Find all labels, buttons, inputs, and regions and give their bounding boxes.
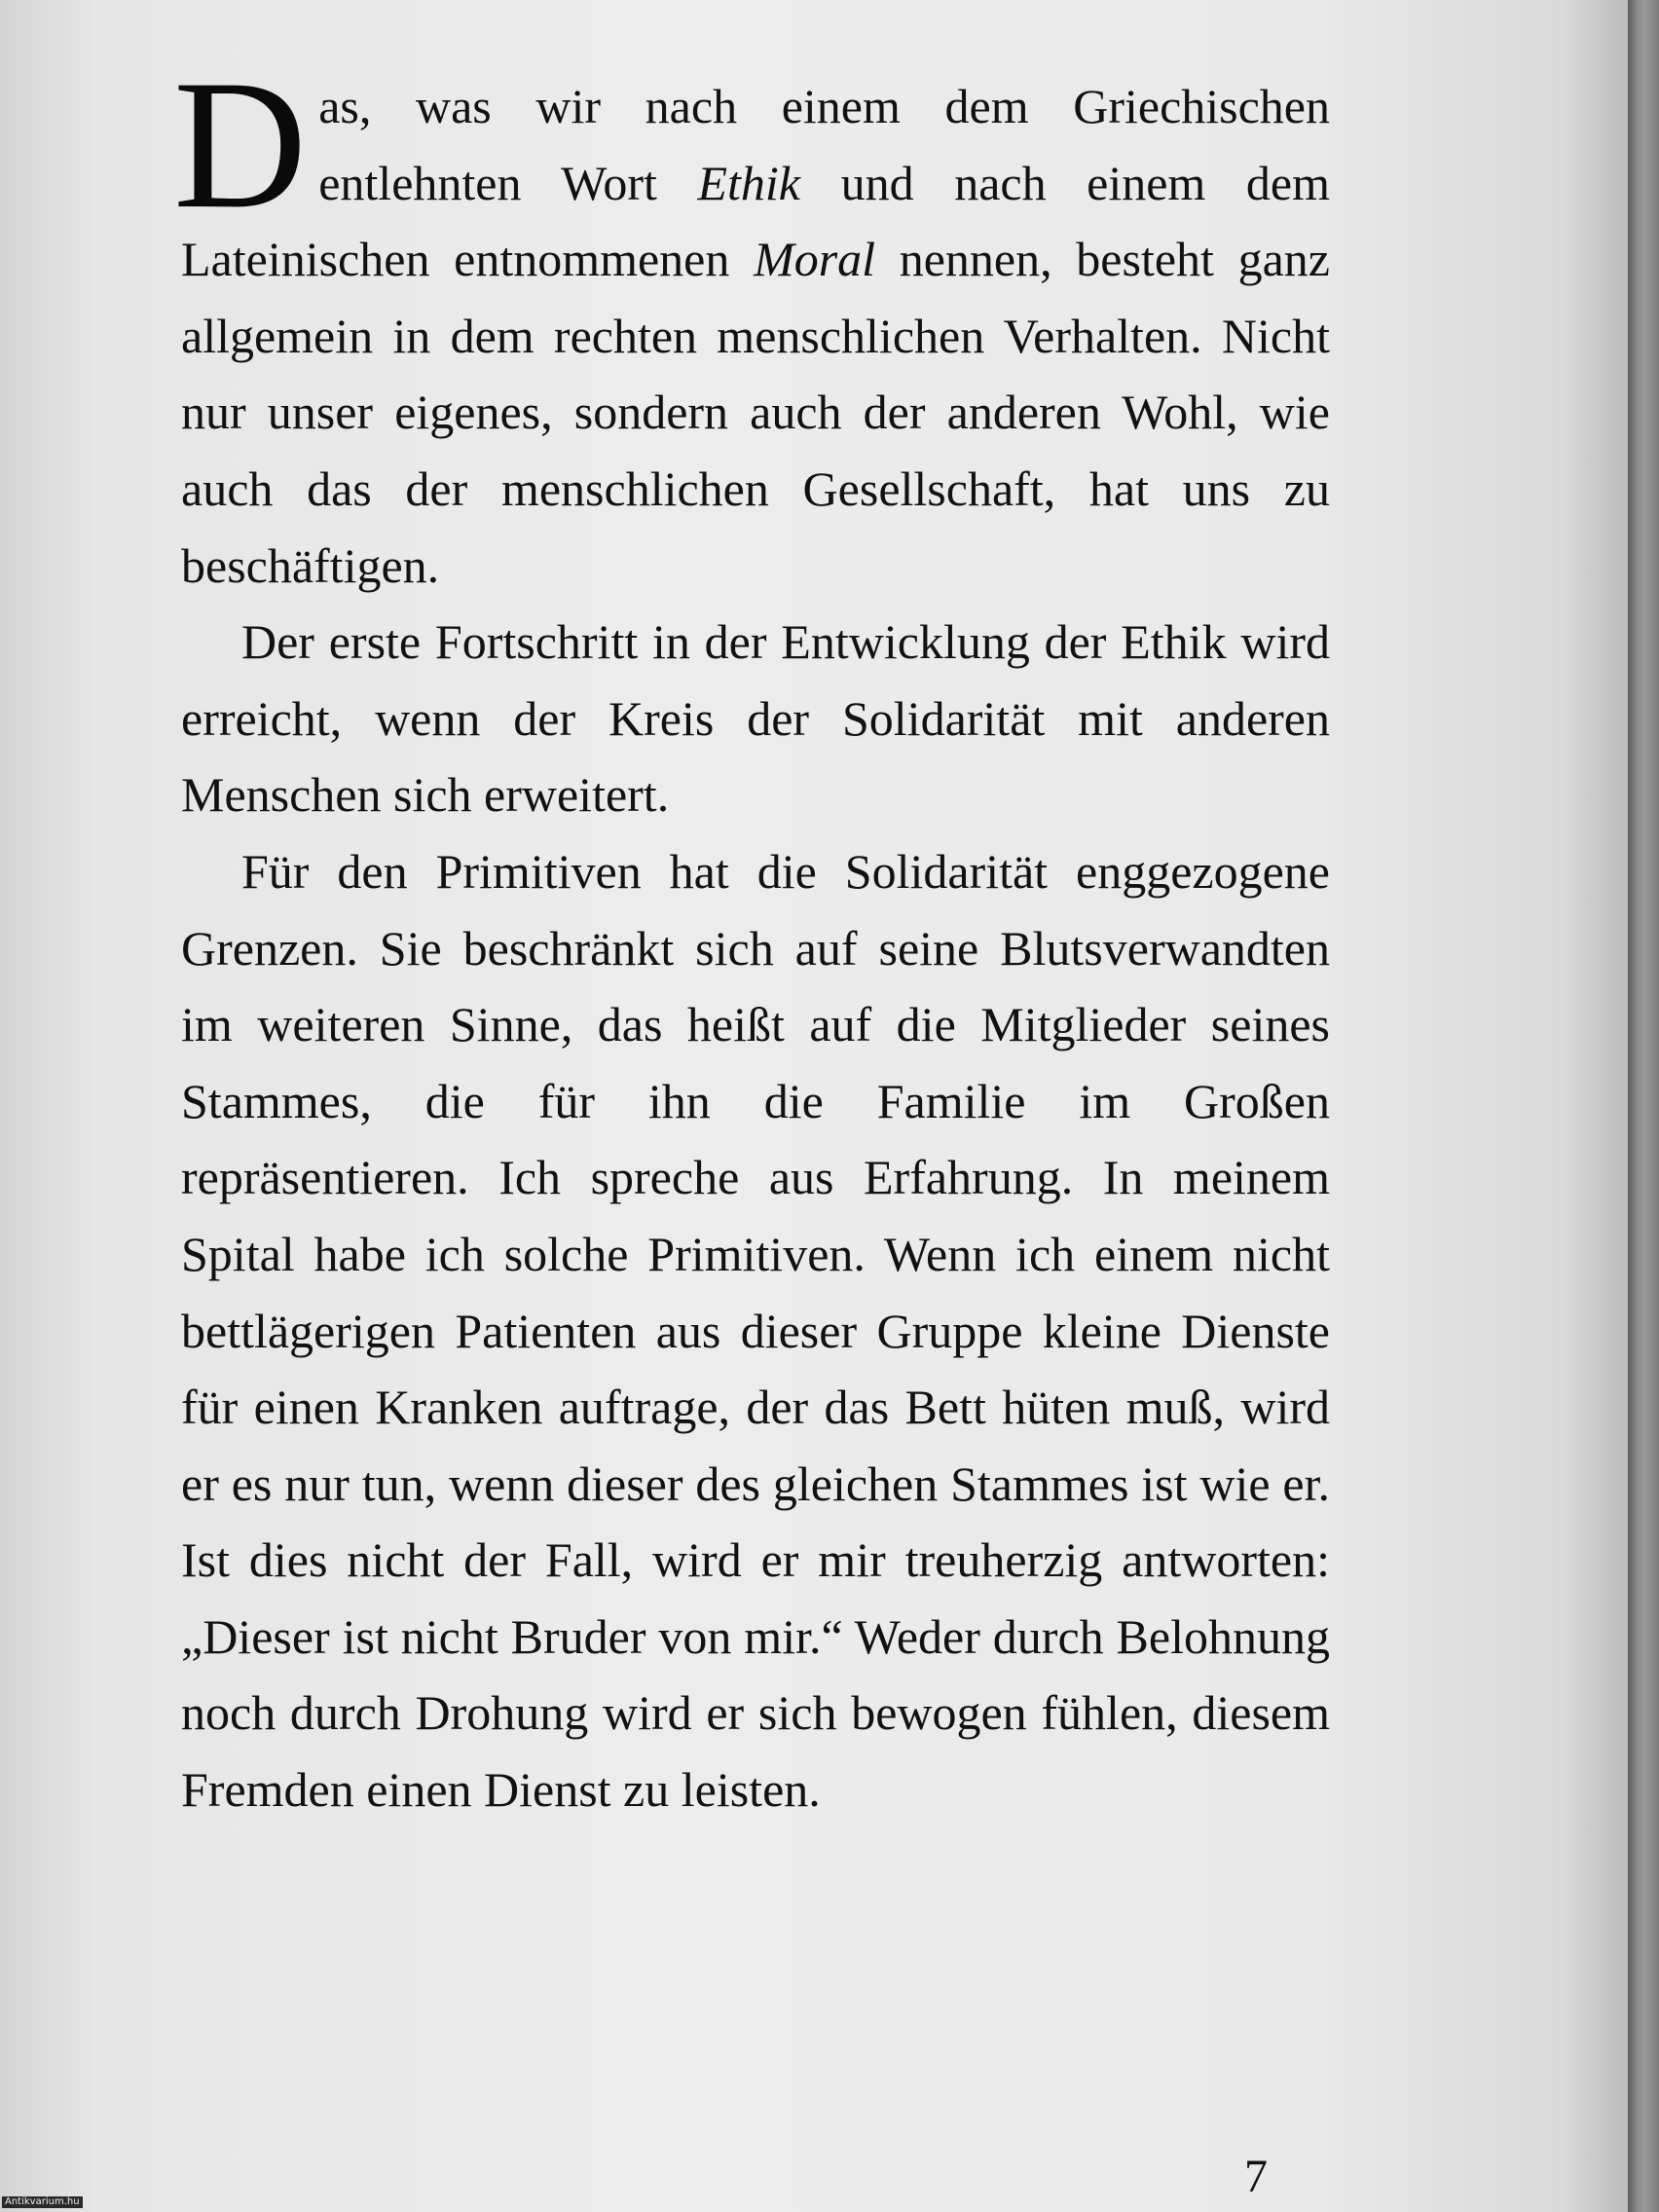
paragraph-3: Für den Primitiven hat die Solidarität enggezogene Grenzen. Sie beschränkt sich auf seine Blutsverwandten im weiteren Sinne, das heißt auf die Mitglieder seines Stammes, die für ihn die Familie im Großen repräsentieren. Ich spreche aus Erfahrung. In meinem Spital habe ich solche Primitiven. Wenn ich einem nicht bettlägerigen Patienten aus dieser Gruppe kleine Dienste für einen Kranken auftrage, der das Bett hüten muß, wird er es nur tun, wenn dieser des gleichen Stammes ist wie er. Ist dies nicht der Fall, wird er mir treuherzig antworten: „Dieser ist nicht Bruder von mir.“ Weder durch Belohnung noch durch Drohung wird er sich bewogen fühlen, diesem Fremden einen Dienst zu leisten. [181, 843, 1330, 1818]
paragraph-1-text-c: nennen, besteht ganz allgemein in dem rechten menschlichen Verhalten. Nicht nur unser eigenes, sondern auch der anderen Wohl, wie auch das der menschlichen Gesellschaft, hat uns zu beschäftigen. [181, 232, 1330, 593]
drop-cap: D [173, 43, 308, 247]
term-ethik: Ethik [697, 155, 801, 210]
paragraph-1 [173, 43, 1330, 604]
watermark: Antikvarium.hu [2, 2196, 83, 2208]
page-edge-shadow [1628, 0, 1659, 2212]
body-text [173, 43, 1330, 1828]
term-moral: Moral [754, 232, 876, 287]
paragraph-1-text-a: as, was wir nach einem dem Griechischen entlehnten Wort [318, 79, 1330, 210]
page-number: 7 [1244, 2151, 1268, 2202]
paragraph-2: Der erste Fortschritt in der Entwicklung der Ethik wird erreicht, wenn der Kreis der Solidarität mit anderen Menschen sich erweitert. [181, 614, 1330, 823]
paragraph-1-text-b: und nach einem dem Lateinischen entnommenen [181, 155, 1330, 287]
